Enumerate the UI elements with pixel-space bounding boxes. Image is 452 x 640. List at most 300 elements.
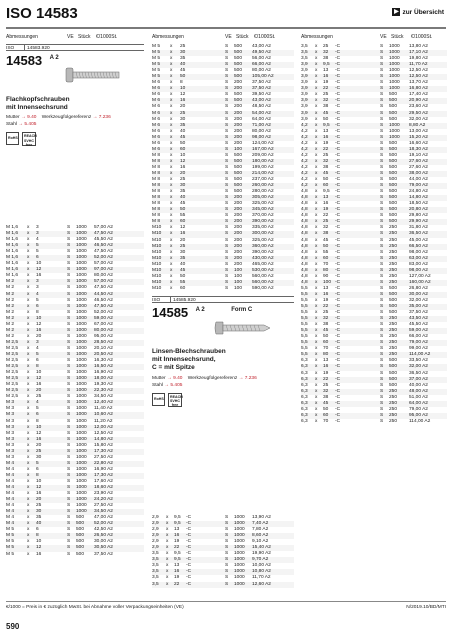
table-cell: S	[67, 412, 71, 418]
table-cell: 5,5	[301, 304, 308, 310]
table-cell: 6	[36, 358, 39, 364]
table-cell: 4,2	[301, 170, 308, 176]
table-cell: x	[170, 116, 173, 122]
table-cell: x	[166, 545, 169, 551]
table-cell: 11,70 A2	[409, 62, 428, 68]
table-cell: M 4	[6, 497, 14, 503]
table-cell: M 2,5	[6, 345, 18, 351]
table-cell: 52,00 A2	[94, 309, 113, 315]
table-cell: 500	[234, 152, 243, 158]
table-cell: 6,3	[301, 400, 308, 406]
table-cell: 30	[36, 509, 42, 515]
table-cell: 500	[389, 297, 398, 303]
table-cell: 3	[36, 279, 39, 285]
table-cell: 10	[36, 370, 42, 376]
table-cell: 38	[323, 322, 329, 328]
table-cell: M 2	[6, 315, 14, 321]
table-cell: 46,50 A2	[94, 243, 113, 249]
table-cell: x	[315, 50, 318, 56]
header-stk: Stück	[78, 34, 91, 40]
table-cell: 10	[36, 424, 42, 430]
table-cell: x	[27, 430, 30, 436]
table-cell: x	[170, 231, 173, 237]
table-cell: S	[225, 189, 229, 195]
table-cell: 250	[389, 388, 398, 394]
table-cell: -C	[335, 98, 341, 104]
table-cell: S	[67, 388, 71, 394]
table-cell: S	[67, 267, 71, 273]
table-cell: 1000	[76, 243, 87, 249]
table-cell: 500	[389, 177, 398, 183]
table-cell: 360,00 A2	[252, 243, 274, 249]
desc-line: mit Innensechsrund	[6, 104, 68, 112]
table-cell: S	[380, 340, 384, 346]
mutter-ref-link[interactable]: → 9.40	[166, 375, 183, 381]
table-cell: 1000	[76, 267, 87, 273]
table-cell: 32,00 A2	[409, 364, 428, 370]
table-cell: x	[315, 177, 318, 183]
table-cell: M 2,5	[6, 364, 18, 370]
table-cell: S	[67, 527, 71, 533]
table-cell: M 2,5	[6, 376, 18, 382]
table-cell: x	[27, 370, 30, 376]
table-cell: 1000	[76, 406, 87, 412]
table-cell: M 8	[152, 189, 160, 195]
table-row	[152, 286, 294, 292]
table-cell: 500	[234, 92, 243, 98]
flat-head-screw-icon	[64, 64, 122, 86]
table-cell: 35	[180, 255, 186, 261]
table-cell: M 6	[152, 86, 160, 92]
table-cell: x	[27, 273, 30, 279]
table-cell: x	[315, 273, 318, 279]
table-cell: M 8	[152, 207, 160, 213]
overview-label: zur Übersicht	[402, 8, 444, 16]
table-cell: 500	[389, 146, 398, 152]
table-cell: x	[315, 279, 318, 285]
table-cell: x	[27, 436, 30, 442]
table-cell: 33,50 A2	[409, 358, 428, 364]
table-cell: 37,50 A2	[252, 86, 271, 92]
table-cell: 5,5	[301, 334, 308, 340]
table-cell: -C	[335, 201, 341, 207]
table-cell: x	[315, 334, 318, 340]
table-cell: -C	[335, 110, 341, 116]
table-cell: S	[380, 140, 384, 146]
table-cell: 37,50 A2	[94, 551, 113, 557]
table-cell: 45	[180, 134, 186, 140]
table-cell: M 3	[6, 454, 14, 460]
table-cell: 2,9	[152, 545, 159, 551]
table-cell: -C	[335, 219, 341, 225]
table-cell: 50	[180, 207, 186, 213]
table-cell: 500	[389, 207, 398, 213]
table-cell: 1000	[389, 86, 400, 92]
table-cell: 20,10 A2	[94, 345, 113, 351]
mutter-label: Mutter	[152, 375, 166, 381]
table-cell: 1000	[234, 569, 245, 575]
table-cell: x	[27, 394, 30, 400]
table-cell: x	[315, 80, 318, 86]
table-cell: 19	[323, 297, 329, 303]
table-cell: 237,00 A2	[252, 177, 274, 183]
table-cell: M 1,6	[6, 225, 18, 230]
table-cell: 325,00 A2	[252, 201, 274, 207]
product-code-bar	[6, 44, 144, 51]
table-cell: S	[67, 509, 71, 515]
table-cell: -C	[335, 50, 341, 56]
table-cell: 100	[323, 279, 332, 285]
table-cell: -C	[335, 80, 341, 86]
table-cell: 1000	[76, 472, 87, 478]
table-cell: 16	[36, 273, 42, 279]
table-cell: 200	[234, 201, 243, 207]
table-cell: M 4	[6, 521, 14, 527]
table-cell: 29,50 A2	[409, 110, 428, 116]
table-cell: M 4	[6, 509, 14, 515]
table-cell: S	[380, 104, 384, 110]
table-cell: 55	[180, 213, 186, 219]
table-cell: 19	[323, 370, 329, 376]
table-cell: 50	[180, 273, 186, 279]
price-table-col1	[6, 225, 144, 558]
table-cell: 4,8	[301, 219, 308, 225]
table-cell: S	[225, 569, 229, 575]
table-cell: x	[170, 285, 173, 291]
table-cell: 27,50 A2	[94, 503, 113, 509]
table-cell: 35,00 A2	[409, 304, 428, 310]
table-cell: M 3	[6, 406, 14, 412]
table-cell: 390,00 A2	[252, 219, 274, 225]
table-cell: x	[315, 346, 318, 352]
table-cell: M 5	[152, 62, 160, 68]
table-cell: 18,50 A2	[409, 201, 428, 207]
table-cell: 16	[323, 291, 329, 297]
table-cell: x	[315, 116, 318, 122]
table-cell: -C	[335, 406, 341, 412]
table-cell: 95,00 A2	[94, 333, 113, 339]
table-cell: 50	[323, 334, 329, 340]
table-cell: -C	[335, 352, 341, 358]
table-cell: 16	[36, 436, 42, 442]
table-cell: 51,00 A2	[409, 394, 428, 400]
table-cell: S	[380, 400, 384, 406]
table-cell: -C	[335, 249, 341, 255]
table-cell: 20	[180, 170, 186, 176]
table-cell: x	[170, 177, 173, 183]
table-cell: 100	[234, 146, 243, 152]
table-cell: 6,3	[301, 388, 308, 394]
table-cell: 6,3	[301, 406, 308, 412]
table-cell: x	[315, 304, 318, 310]
table-cell: 10,80 A2	[252, 569, 271, 575]
table-cell: 32,00 A2	[409, 116, 428, 122]
table-cell: x	[315, 297, 318, 303]
table-cell: 1000	[76, 231, 87, 237]
column-header-3	[301, 34, 447, 42]
table-cell: -C	[335, 304, 341, 310]
table-cell: S	[67, 394, 71, 400]
table-cell: 12	[180, 225, 186, 231]
table-cell: S	[67, 497, 71, 503]
table-cell: M 2,5	[6, 351, 18, 357]
table-cell: S	[380, 158, 384, 164]
table-cell: 20	[180, 237, 186, 243]
material-label: A 2	[49, 55, 59, 61]
table-cell: 50	[323, 116, 329, 122]
table-cell: x	[170, 74, 173, 80]
table-cell: S	[225, 122, 229, 128]
table-cell: 13	[323, 68, 329, 74]
table-cell: 20	[36, 388, 42, 394]
table-cell: M 5	[152, 74, 160, 80]
table-cell: S	[67, 279, 71, 285]
table-cell: S	[67, 315, 71, 321]
table-cell: 1000	[389, 122, 400, 128]
table-cell: 1000	[234, 563, 245, 569]
table-cell: 20	[180, 104, 186, 110]
table-cell: x	[170, 134, 173, 140]
table-cell: 5,5	[301, 291, 308, 297]
table-cell: S	[225, 44, 229, 49]
table-cell: x	[27, 400, 30, 406]
table-cell: M 1,6	[6, 243, 18, 249]
table-cell: 3,5	[301, 44, 308, 49]
table-cell: S	[380, 394, 384, 400]
table-cell: 1000	[234, 581, 245, 587]
table-cell: 6,3	[301, 418, 308, 424]
table-cell: M 2,5	[6, 382, 18, 388]
table-cell: S	[67, 424, 71, 430]
table-cell: M 1,6	[6, 273, 18, 279]
table-cell: 12	[180, 92, 186, 98]
table-cell: 4,8	[301, 207, 308, 213]
stahl-ref-link[interactable]: → 5.405	[18, 122, 37, 128]
table-cell: -C	[335, 418, 341, 424]
table-cell: 500	[76, 527, 85, 533]
product-description	[6, 96, 144, 112]
table-cell: S	[380, 322, 384, 328]
column-header-1	[6, 34, 146, 42]
table-cell: 1000	[76, 279, 87, 285]
table-cell: S	[380, 364, 384, 370]
table-cell: -C	[335, 322, 341, 328]
table-cell: 250	[389, 237, 398, 243]
table-cell: -C	[186, 563, 192, 569]
sheet-metal-screw-icon	[214, 318, 272, 338]
table-cell: 3	[36, 285, 39, 291]
table-cell: S	[225, 128, 229, 134]
table-cell: S	[380, 128, 384, 134]
table-cell: 5,5	[301, 328, 308, 334]
table-cell: x	[27, 497, 30, 503]
table-cell: 180,00 A2	[252, 158, 274, 164]
table-cell: 500	[389, 140, 398, 146]
table-cell: S	[67, 285, 71, 291]
table-cell: 9,5	[174, 557, 181, 563]
table-cell: 30,00 A2	[94, 539, 113, 545]
table-cell: x	[27, 255, 30, 261]
table-cell: M 5	[6, 539, 14, 545]
table-cell: 250	[389, 249, 398, 255]
table-cell: 500	[389, 92, 398, 98]
table-cell: -C	[335, 279, 341, 285]
tool-ref-link[interactable]: → 7.236	[238, 375, 257, 381]
table-cell: 500	[389, 213, 398, 219]
table-cell: 200	[234, 110, 243, 116]
table-cell: 8,80 A2	[409, 122, 426, 128]
table-cell: 10	[36, 315, 42, 321]
table-cell: 3,5	[152, 563, 159, 569]
table-cell: 500	[76, 515, 85, 521]
table-cell: M 1,6	[6, 237, 18, 243]
table-cell: S	[67, 370, 71, 376]
table-cell: 5	[36, 406, 39, 412]
table-cell: -C	[335, 310, 341, 316]
table-cell: 27,60 A2	[409, 158, 428, 164]
table-cell: x	[27, 539, 30, 545]
table-cell: 1000	[76, 412, 87, 418]
table-cell: 24,80 A2	[409, 189, 428, 195]
table-cell: 5	[36, 351, 39, 357]
table-cell: 1000	[234, 521, 245, 527]
table-cell: 500	[76, 539, 85, 545]
overview-link[interactable]	[392, 8, 444, 16]
table-cell: 3,5	[152, 581, 159, 587]
table-cell: 3,5	[301, 56, 308, 62]
table-cell: 1000	[76, 297, 87, 303]
table-cell: M 1,6	[6, 255, 18, 261]
table-cell: 200	[234, 80, 243, 86]
table-cell: 20	[36, 333, 42, 339]
table-cell: x	[27, 545, 30, 551]
table-cell: S	[225, 140, 229, 146]
table-cell: S	[67, 376, 71, 382]
table-cell: 250	[389, 255, 398, 261]
table-cell: 250	[389, 225, 398, 231]
table-cell: x	[27, 454, 30, 460]
table-cell: 64,00 A2	[252, 116, 271, 122]
table-cell: 30	[180, 116, 186, 122]
table-cell: 38	[323, 56, 329, 62]
table-cell: M10	[152, 249, 162, 255]
table-cell: 25	[323, 152, 329, 158]
table-cell: 44,00 A2	[409, 177, 428, 183]
table-cell: x	[315, 285, 318, 291]
table-cell: S	[380, 346, 384, 352]
table-cell: S	[67, 364, 71, 370]
table-cell: 4,2	[301, 177, 308, 183]
table-cell: 500	[389, 291, 398, 297]
table-cell: x	[315, 237, 318, 243]
table-cell: S	[225, 56, 229, 62]
table-cell: 38,00 A2	[409, 170, 428, 176]
stahl-ref-link[interactable]: → 5.405	[164, 382, 183, 388]
mutter-ref-link[interactable]: → 9.40	[20, 115, 37, 121]
table-cell: M 2	[6, 297, 14, 303]
table-cell: 13	[323, 128, 329, 134]
table-cell: 199,00 A2	[252, 164, 274, 170]
table-cell: 13	[323, 358, 329, 364]
table-cell: -C	[335, 376, 341, 382]
table-cell: 500	[389, 304, 398, 310]
table-cell: 10,00 A2	[252, 563, 271, 569]
rohs-badge: RoHS	[6, 132, 19, 145]
table-cell: 6	[36, 412, 39, 418]
table-cell: 10	[36, 261, 42, 267]
table-cell: 3,9	[301, 98, 308, 104]
table-cell: S	[225, 575, 229, 581]
table-cell: 200	[234, 116, 243, 122]
table-cell: M 6	[152, 116, 160, 122]
table-cell: 22,30 A2	[94, 388, 113, 394]
table-cell: 4,2	[301, 128, 308, 134]
table-cell: 55	[180, 279, 186, 285]
table-cell: 13	[323, 195, 329, 201]
table-cell: S	[67, 400, 71, 406]
table-cell: S	[380, 74, 384, 80]
table-cell: 16	[323, 134, 329, 140]
table-cell: S	[380, 231, 384, 237]
table-cell: -C	[335, 183, 341, 189]
table-cell: 3,9	[301, 116, 308, 122]
table-cell: -C	[335, 400, 341, 406]
table-cell: S	[380, 352, 384, 358]
table-cell: M 5	[6, 545, 14, 551]
table-cell: 250	[389, 400, 398, 406]
table-cell: 4,2	[301, 164, 308, 170]
table-cell: x	[27, 388, 30, 394]
table-cell: S	[67, 339, 71, 345]
table-cell: 200	[234, 213, 243, 219]
table-cell: 48,00 A2	[409, 388, 428, 394]
table-cell: x	[315, 92, 318, 98]
table-cell: M 6	[152, 110, 160, 116]
table-cell: S	[380, 376, 384, 382]
footer-code: N/2019.10/BD/MTI	[406, 605, 446, 610]
table-cell: x	[170, 98, 173, 104]
table-cell: 25	[180, 243, 186, 249]
table-cell: S	[225, 207, 229, 213]
table-cell: 1000	[76, 358, 87, 364]
table-cell: x	[170, 92, 173, 98]
tool-ref-link[interactable]: → 7.236	[92, 115, 111, 121]
table-cell: x	[315, 134, 318, 140]
table-cell: 45,50 A2	[94, 237, 113, 243]
table-cell: 1000	[76, 491, 87, 497]
table-cell: 25	[323, 382, 329, 388]
table-cell: 1000	[234, 527, 245, 533]
table-cell: 66,00 A2	[252, 62, 271, 68]
table-cell: S	[67, 545, 71, 551]
table-cell: M 4	[6, 460, 14, 466]
table-cell: S	[380, 86, 384, 92]
tool-label: Werkzeugfolgereferenz	[41, 115, 92, 121]
table-cell: x	[315, 255, 318, 261]
table-cell: 32	[323, 225, 329, 231]
table-cell: 335,00 A2	[252, 225, 274, 231]
table-cell: 1000	[76, 249, 87, 255]
table-cell: x	[315, 195, 318, 201]
table-cell: 8	[36, 309, 39, 315]
table-cell: 38	[323, 104, 329, 110]
table-cell: x	[27, 315, 30, 321]
table-cell: 4,8	[301, 237, 308, 243]
table-cell: x	[27, 291, 30, 297]
table-cell: -C	[335, 364, 341, 370]
table-cell: 100	[234, 285, 243, 291]
table-cell: 200	[234, 231, 243, 237]
